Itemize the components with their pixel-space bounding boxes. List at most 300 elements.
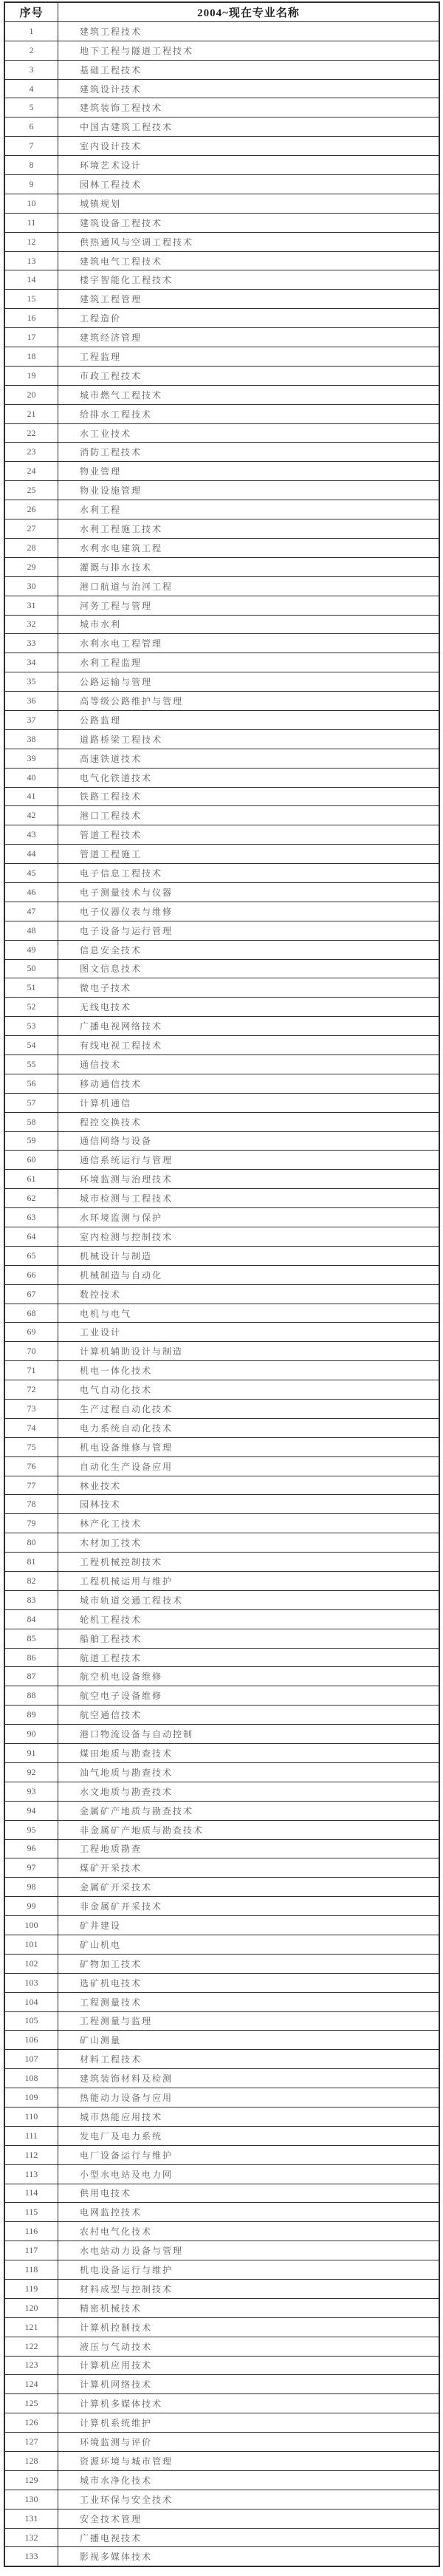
table-row	[4, 576, 439, 596]
table-row	[4, 1648, 439, 1667]
row-number: 112	[4, 2145, 58, 2164]
row-name: 工程地质勘查	[58, 1839, 440, 1858]
row-number: 10	[4, 194, 58, 213]
table-row	[4, 1189, 439, 1208]
table-row	[4, 2298, 439, 2317]
table-row	[4, 366, 439, 385]
row-number: 69	[4, 1323, 58, 1342]
row-number: 111	[4, 2126, 58, 2145]
row-name: 广播电视技术	[58, 2528, 440, 2547]
row-name: 工程造价	[58, 309, 440, 328]
row-name: 水利工程	[58, 500, 440, 519]
table-row	[4, 1954, 439, 1973]
table-row	[4, 596, 439, 615]
row-number: 74	[4, 1418, 58, 1437]
row-name: 铁路工程技术	[58, 787, 440, 806]
row-name: 城市热能应用技术	[58, 2107, 440, 2126]
table-row	[4, 1017, 439, 1036]
row-name: 自动化生产设备应用	[58, 1456, 440, 1476]
row-number: 90	[4, 1725, 58, 1744]
table-row	[4, 672, 439, 692]
row-name: 水利水电建筑工程	[58, 538, 440, 557]
table-row	[4, 1572, 439, 1591]
table-row	[4, 1456, 439, 1476]
row-name: 管道工程技术	[58, 825, 440, 845]
row-number: 70	[4, 1342, 58, 1361]
table-row	[4, 1151, 439, 1170]
row-name: 工业环保与安全技术	[58, 2490, 440, 2509]
table-row	[4, 1916, 439, 1935]
row-name: 建筑经济管理	[58, 328, 440, 347]
table-row	[4, 1973, 439, 1992]
row-number: 52	[4, 998, 58, 1017]
row-number: 122	[4, 2337, 58, 2356]
row-name: 非金属矿产地质与勘查技术	[58, 1820, 440, 1839]
table-row	[4, 2011, 439, 2031]
row-name: 材料工程技术	[58, 2050, 440, 2069]
row-name: 建筑设计技术	[58, 79, 440, 98]
table-row	[4, 710, 439, 729]
row-name: 计算机控制技术	[58, 2317, 440, 2337]
table-row	[4, 41, 439, 60]
row-name: 精密机械技术	[58, 2298, 440, 2317]
row-number: 41	[4, 787, 58, 806]
table-row	[4, 423, 439, 443]
row-number: 27	[4, 519, 58, 539]
row-number: 116	[4, 2222, 58, 2241]
row-name: 水文地质与勘查技术	[58, 1782, 440, 1801]
row-number: 9	[4, 175, 58, 194]
row-name: 无线电技术	[58, 998, 440, 1017]
row-number: 130	[4, 2490, 58, 2509]
table-row	[4, 2375, 439, 2394]
table-row	[4, 1265, 439, 1284]
row-number: 28	[4, 538, 58, 557]
table-row	[4, 902, 439, 921]
table-row	[4, 2413, 439, 2433]
row-name: 消防工程技术	[58, 443, 440, 462]
row-name: 城市水利	[58, 615, 440, 634]
row-name: 物业管理	[58, 462, 440, 481]
row-name: 城市水净化技术	[58, 2470, 440, 2490]
table-row	[4, 1878, 439, 1897]
row-name: 航道工程技术	[58, 1648, 440, 1667]
table-row	[4, 2260, 439, 2280]
row-name: 矿山机电	[58, 1935, 440, 1954]
row-number: 72	[4, 1380, 58, 1400]
table-row	[4, 1706, 439, 1725]
row-number: 12	[4, 232, 58, 251]
table-row	[4, 882, 439, 902]
row-number: 62	[4, 1189, 58, 1208]
table-row	[4, 538, 439, 557]
table-row	[4, 2394, 439, 2413]
table-row	[4, 156, 439, 175]
row-number: 118	[4, 2260, 58, 2280]
table-row	[4, 2126, 439, 2145]
row-number: 109	[4, 2088, 58, 2108]
table-row	[4, 462, 439, 481]
row-number: 108	[4, 2069, 58, 2088]
table-row	[4, 290, 439, 309]
table-row	[4, 1400, 439, 1419]
table-row	[4, 137, 439, 156]
row-number: 73	[4, 1400, 58, 1419]
row-number: 38	[4, 729, 58, 749]
row-number: 54	[4, 1036, 58, 1055]
table-row	[4, 1036, 439, 1055]
row-number: 2	[4, 41, 58, 60]
row-number: 77	[4, 1476, 58, 1495]
table-row	[4, 1208, 439, 1227]
table-row	[4, 98, 439, 117]
table-row	[4, 1762, 439, 1782]
row-number: 63	[4, 1208, 58, 1227]
table-row	[4, 864, 439, 883]
row-number: 3	[4, 60, 58, 79]
row-name: 通信技术	[58, 1054, 440, 1074]
row-number: 15	[4, 290, 58, 309]
row-name: 河务工程与管理	[58, 596, 440, 615]
row-name: 园林技术	[58, 1495, 440, 1514]
row-number: 22	[4, 423, 58, 443]
table-row	[4, 2184, 439, 2203]
row-name: 生产过程自动化技术	[58, 1400, 440, 1419]
table-row	[4, 615, 439, 634]
row-number: 89	[4, 1706, 58, 1725]
row-name: 基础工程技术	[58, 60, 440, 79]
row-number: 25	[4, 481, 58, 500]
table-row	[4, 998, 439, 1017]
row-name: 室内检测与控制技术	[58, 1227, 440, 1247]
row-name: 水环境监测与保护	[58, 1208, 440, 1227]
table-row	[4, 2490, 439, 2509]
row-name: 金属矿开采技术	[58, 1878, 440, 1897]
table-row	[4, 1476, 439, 1495]
row-name: 机电设备运行与维护	[58, 2260, 440, 2280]
row-number: 95	[4, 1820, 58, 1839]
table-row	[4, 1495, 439, 1514]
row-number: 19	[4, 366, 58, 385]
row-number: 47	[4, 902, 58, 921]
row-name: 计算机辅助设计与制造	[58, 1342, 440, 1361]
row-name: 材料成型与控制技术	[58, 2279, 440, 2298]
table-row	[4, 1380, 439, 1400]
row-name: 液压与气动技术	[58, 2337, 440, 2356]
row-number: 97	[4, 1858, 58, 1878]
table-row	[4, 251, 439, 270]
row-number: 125	[4, 2394, 58, 2413]
row-number: 65	[4, 1246, 58, 1265]
row-name: 建筑设备工程技术	[58, 213, 440, 232]
row-name: 机电一体化技术	[58, 1361, 440, 1380]
row-name: 煤矿开采技术	[58, 1858, 440, 1878]
row-name: 航空机电设备维修	[58, 1667, 440, 1686]
row-number: 58	[4, 1112, 58, 1131]
row-number: 85	[4, 1629, 58, 1648]
row-number: 124	[4, 2375, 58, 2394]
row-name: 电机与电气	[58, 1304, 440, 1323]
column-header-major-name: 2004~现在专业名称	[58, 2, 440, 21]
row-number: 46	[4, 882, 58, 902]
row-name: 电子仪器仪表与维修	[58, 902, 440, 921]
row-number: 102	[4, 1954, 58, 1973]
row-name: 建筑装饰工程技术	[58, 98, 440, 117]
table-row	[4, 1935, 439, 1954]
row-name: 选矿机电技术	[58, 1973, 440, 1992]
row-name: 城市轨道交通工程技术	[58, 1590, 440, 1609]
row-number: 113	[4, 2164, 58, 2184]
row-name: 供热通风与空调工程技术	[58, 232, 440, 251]
row-name: 电子设备与运行管理	[58, 921, 440, 940]
table-row	[4, 1323, 439, 1342]
row-number: 29	[4, 557, 58, 576]
row-number: 67	[4, 1284, 58, 1304]
row-number: 82	[4, 1572, 58, 1591]
row-number: 93	[4, 1782, 58, 1801]
row-number: 30	[4, 576, 58, 596]
row-name: 林产化工技术	[58, 1514, 440, 1533]
row-number: 64	[4, 1227, 58, 1247]
table-row	[4, 787, 439, 806]
row-number: 84	[4, 1609, 58, 1629]
table-row	[4, 385, 439, 404]
table-row	[4, 1609, 439, 1629]
table-row	[4, 1112, 439, 1131]
row-number: 55	[4, 1054, 58, 1074]
row-name: 通信网络与设备	[58, 1131, 440, 1151]
row-number: 66	[4, 1265, 58, 1284]
table-row	[4, 2509, 439, 2528]
table-row	[4, 768, 439, 787]
row-name: 建筑工程技术	[58, 21, 440, 41]
row-number: 23	[4, 443, 58, 462]
row-number: 40	[4, 768, 58, 787]
row-number: 18	[4, 347, 58, 367]
row-number: 61	[4, 1170, 58, 1189]
row-number: 128	[4, 2452, 58, 2471]
table-row	[4, 79, 439, 98]
row-name: 工程监理	[58, 347, 440, 367]
row-number: 21	[4, 404, 58, 423]
row-number: 39	[4, 749, 58, 768]
row-number: 129	[4, 2470, 58, 2490]
row-number: 1	[4, 21, 58, 41]
table-row	[4, 1686, 439, 1706]
row-name: 电网监控技术	[58, 2203, 440, 2222]
row-name: 机械设计与制造	[58, 1246, 440, 1265]
table-row	[4, 117, 439, 137]
table-row	[4, 1093, 439, 1112]
table-row	[4, 1246, 439, 1265]
row-name: 楼宇智能化工程技术	[58, 270, 440, 290]
row-number: 131	[4, 2509, 58, 2528]
row-number: 36	[4, 692, 58, 711]
row-number: 14	[4, 270, 58, 290]
table-row	[4, 309, 439, 328]
table-row	[4, 443, 439, 462]
table-row	[4, 1304, 439, 1323]
table-body	[4, 21, 439, 2566]
row-number: 101	[4, 1935, 58, 1954]
row-number: 43	[4, 825, 58, 845]
row-number: 94	[4, 1801, 58, 1820]
row-number: 34	[4, 653, 58, 672]
table-row	[4, 1553, 439, 1572]
row-number: 7	[4, 137, 58, 156]
row-name: 水利工程监理	[58, 653, 440, 672]
row-name: 计算机应用技术	[58, 2356, 440, 2375]
row-name: 环境艺术设计	[58, 156, 440, 175]
table-row	[4, 959, 439, 978]
row-number: 6	[4, 117, 58, 137]
row-name: 热能动力设备与应用	[58, 2088, 440, 2108]
row-name: 非金属矿开采技术	[58, 1897, 440, 1916]
row-number: 33	[4, 634, 58, 653]
row-name: 公路运输与管理	[58, 672, 440, 692]
row-name: 图文信息技术	[58, 959, 440, 978]
row-name: 计算机系统维护	[58, 2413, 440, 2433]
row-name: 农村电气化技术	[58, 2222, 440, 2241]
table-row	[4, 21, 439, 41]
row-name: 油气地质与勘查技术	[58, 1762, 440, 1782]
row-number: 105	[4, 2011, 58, 2031]
table-row	[4, 1437, 439, 1456]
row-name: 电力系统自动化技术	[58, 1418, 440, 1437]
row-number: 115	[4, 2203, 58, 2222]
row-number: 121	[4, 2317, 58, 2337]
row-name: 微电子技术	[58, 978, 440, 998]
row-name: 矿山测量	[58, 2031, 440, 2050]
row-name: 环境监测与治理技术	[58, 1170, 440, 1189]
row-number: 133	[4, 2547, 58, 2566]
row-name: 中国古建筑工程技术	[58, 117, 440, 137]
row-name: 机械制造与自动化	[58, 1265, 440, 1284]
table-row	[4, 175, 439, 194]
row-number: 81	[4, 1553, 58, 1572]
table-row	[4, 213, 439, 232]
row-name: 供用电技术	[58, 2184, 440, 2203]
row-name: 工程测量与监理	[58, 2011, 440, 2031]
row-number: 100	[4, 1916, 58, 1935]
row-number: 127	[4, 2433, 58, 2452]
table-row	[4, 2069, 439, 2088]
row-name: 物业设施管理	[58, 481, 440, 500]
row-name: 高速铁道技术	[58, 749, 440, 768]
row-number: 71	[4, 1361, 58, 1380]
row-name: 城市燃气工程技术	[58, 385, 440, 404]
table-row	[4, 2107, 439, 2126]
row-number: 114	[4, 2184, 58, 2203]
table-row	[4, 1131, 439, 1151]
row-name: 信息安全技术	[58, 940, 440, 959]
table-row	[4, 2203, 439, 2222]
table-row	[4, 634, 439, 653]
row-name: 计算机多媒体技术	[58, 2394, 440, 2413]
row-name: 建筑装饰材料及检测	[58, 2069, 440, 2088]
row-name: 港口航道与治河工程	[58, 576, 440, 596]
row-name: 木材加工技术	[58, 1533, 440, 1553]
row-number: 13	[4, 251, 58, 270]
row-number: 45	[4, 864, 58, 883]
table-row	[4, 60, 439, 79]
table-row	[4, 404, 439, 423]
row-number: 75	[4, 1437, 58, 1456]
table-row	[4, 921, 439, 940]
table-row	[4, 2088, 439, 2108]
table-row	[4, 1170, 439, 1189]
table-header	[4, 2, 439, 21]
header-row	[4, 2, 439, 21]
row-name: 煤田地质与勘查技术	[58, 1744, 440, 1763]
row-name: 资源环境与城市管理	[58, 2452, 440, 2471]
table-row	[4, 1361, 439, 1380]
row-name: 给排水工程技术	[58, 404, 440, 423]
row-number: 68	[4, 1304, 58, 1323]
row-name: 航空通信技术	[58, 1706, 440, 1725]
row-number: 17	[4, 328, 58, 347]
row-number: 11	[4, 213, 58, 232]
table-row	[4, 347, 439, 367]
row-name: 计算机网络技术	[58, 2375, 440, 2394]
row-name: 水工业技术	[58, 423, 440, 443]
row-name: 城市检测与工程技术	[58, 1189, 440, 1208]
table-row	[4, 2547, 439, 2566]
table-row	[4, 519, 439, 539]
row-number: 110	[4, 2107, 58, 2126]
row-name: 建筑电气工程技术	[58, 251, 440, 270]
row-name: 环境监测与评价	[58, 2433, 440, 2452]
row-name: 有线电视工程技术	[58, 1036, 440, 1055]
major-names-table	[4, 1, 440, 2567]
table-row	[4, 2222, 439, 2241]
row-name: 管道工程施工	[58, 845, 440, 864]
row-number: 16	[4, 309, 58, 328]
row-number: 106	[4, 2031, 58, 2050]
row-name: 电子信息工程技术	[58, 864, 440, 883]
row-name: 道路桥梁工程技术	[58, 729, 440, 749]
row-name: 园林工程技术	[58, 175, 440, 194]
row-number: 20	[4, 385, 58, 404]
row-name: 工程测量技术	[58, 1992, 440, 2011]
row-name: 通信系统运行与管理	[58, 1151, 440, 1170]
row-number: 48	[4, 921, 58, 940]
row-number: 26	[4, 500, 58, 519]
table-row	[4, 1514, 439, 1533]
row-number: 51	[4, 978, 58, 998]
table-row	[4, 2241, 439, 2260]
table-row	[4, 328, 439, 347]
row-name: 数控技术	[58, 1284, 440, 1304]
row-number: 86	[4, 1648, 58, 1667]
row-number: 126	[4, 2413, 58, 2433]
row-name: 水利工程施工技术	[58, 519, 440, 539]
table-row	[4, 1074, 439, 1093]
row-number: 44	[4, 845, 58, 864]
row-name: 地下工程与隧道工程技术	[58, 41, 440, 60]
row-name: 船舶工程技术	[58, 1629, 440, 1648]
table-row	[4, 1284, 439, 1304]
row-number: 123	[4, 2356, 58, 2375]
row-number: 98	[4, 1878, 58, 1897]
table-row	[4, 1667, 439, 1686]
row-name: 电厂设备运行与维护	[58, 2145, 440, 2164]
table-row	[4, 232, 439, 251]
table-row	[4, 2050, 439, 2069]
row-number: 49	[4, 940, 58, 959]
table-row	[4, 481, 439, 500]
row-name: 工程机械运用与维护	[58, 1572, 440, 1591]
